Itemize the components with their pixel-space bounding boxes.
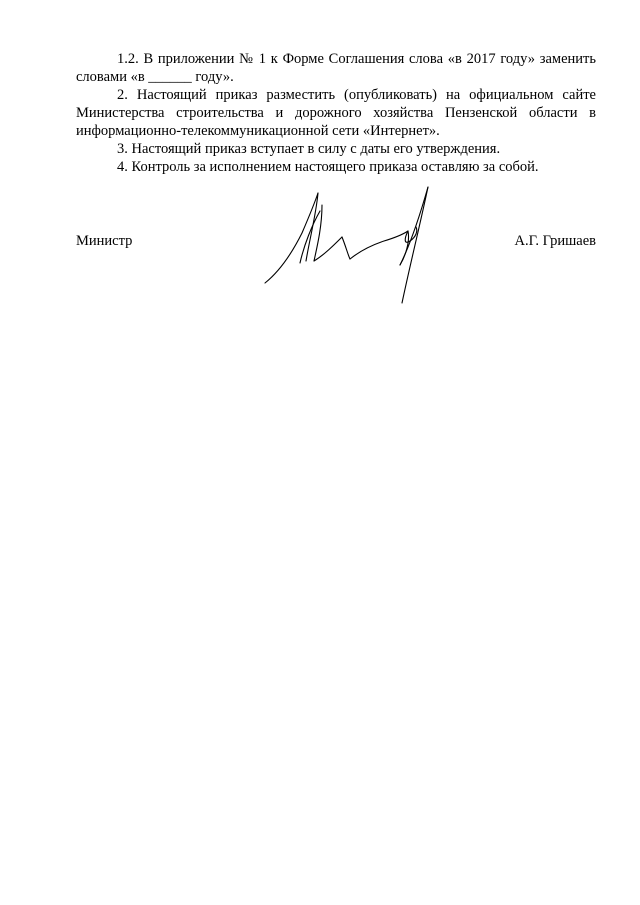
document-body	[76, 50, 596, 176]
signer-name: А.Г. Гришаев	[514, 233, 596, 249]
paragraph-2: 2. Настоящий приказ разместить (опубликовать) на официальном сайте Министерства строительства и дорожного хозяйства Пензенской области в информационно-телекоммуникационной сети «Интернет».	[76, 87, 596, 139]
paragraph-1-2: 1.2. В приложении № 1 к Форме Соглашения слова «в 2017 году» заменить словами «в ______ году».	[76, 51, 596, 85]
signer-title: Министр	[76, 233, 133, 249]
paragraph-3: 3. Настоящий приказ вступает в силу с даты его утверждения.	[117, 141, 501, 157]
paragraph-4: 4. Контроль за исполнением настоящего приказа оставляю за собой.	[117, 159, 539, 175]
handwritten-signature	[260, 175, 450, 310]
